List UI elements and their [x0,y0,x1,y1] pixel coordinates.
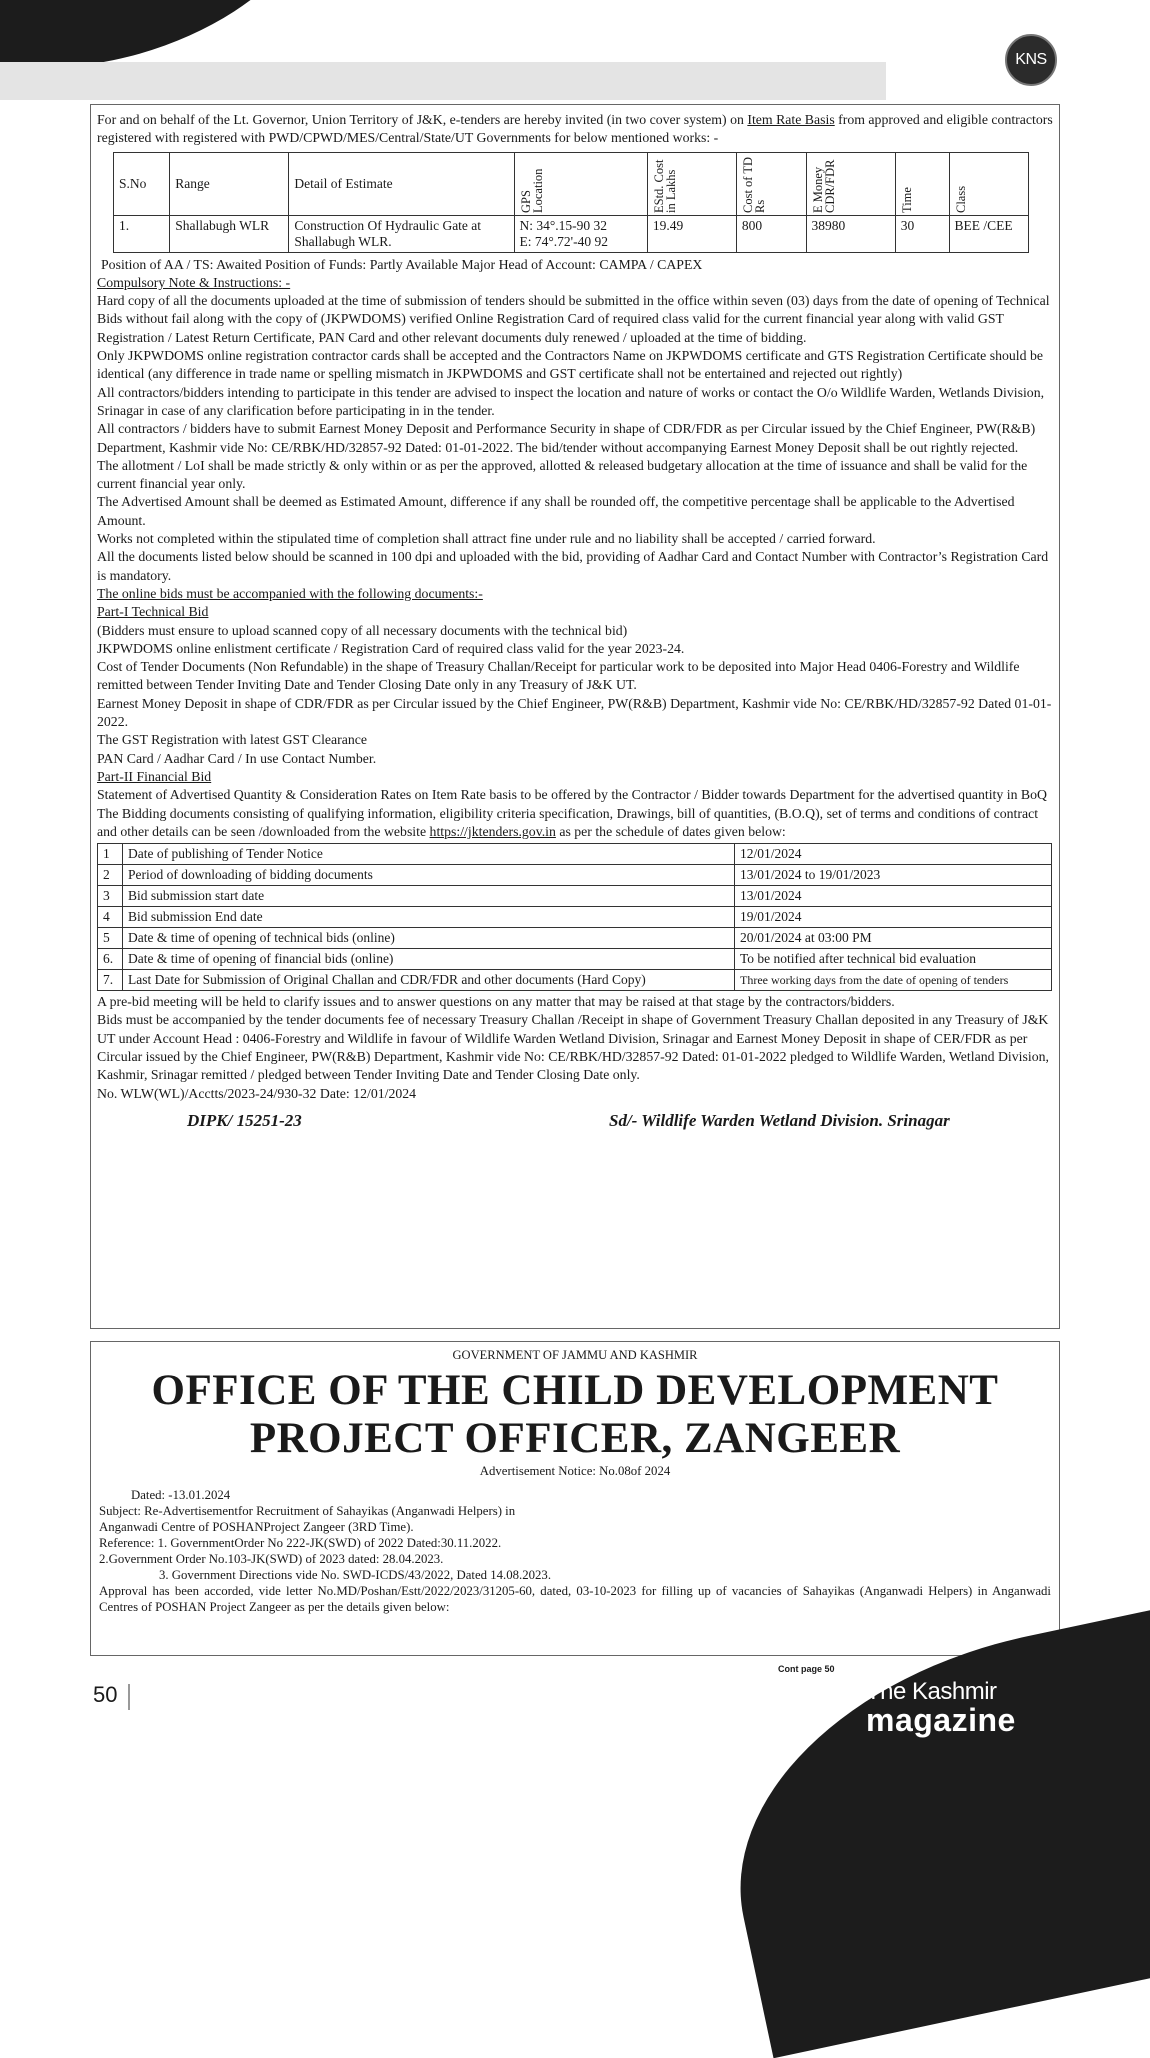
prebid-paragraph: A pre-bid meeting will be held to clarify issues and to answer questions on any matter that may be raised at that stage by the contractors/bidders. [97,994,895,1010]
signature: Sd/- Wildlife Warden Wetland Division. Srinagar [609,1110,950,1130]
continued-page-note: Cont page 50 [778,1664,835,1674]
advertisement-notice: Advertisement Notice: No.08of 2024 [479,1464,671,1478]
table-row: 5 Date & time of opening of technical bids (online) 20/01/2024 at 03:00 PM [98,928,1052,949]
instruction-paragraph: Works not completed within the stipulated time of completion shall attract fine under rule and no liability shall be accepted / carried forward. [97,531,876,547]
kns-logo: KNS [1005,34,1057,86]
instruction-paragraph: The allotment / LoI shall be made strictly & only within or as per the approved, allotted & released budgetary allocation at the time of issuance and shall be valid for the current financial year only. [97,457,1028,492]
header-sno: S.No [114,152,170,215]
reference-line: Reference: 1. GovernmentOrder No 222-JK(SWD) of 2022 Dated:30.11.2022. [99,1536,502,1550]
cell-sno: 1. [114,215,170,252]
header-band [0,62,886,100]
reference-line: 3. Government Directions vide No. SWD-ICDS/43/2022, Dated 14.08.2023. [159,1568,552,1582]
office-title-line1: OFFICE OF THE CHILD DEVELOPMENT [151,1367,999,1414]
table-row: 2 Period of downloading of bidding documents 13/01/2024 to 19/01/2023 [98,865,1052,886]
instruction-paragraph: The Advertised Amount shall be deemed as Estimated Amount, difference if any shall be rounded off, the competitive percentage shall be applicable to the Advertised Amount. [97,494,1015,528]
cell-td: 800 [736,215,806,252]
header-emoney: E Money CDR/FDR [806,152,895,215]
page-number-divider [128,1684,130,1710]
header-time: Time [895,152,949,215]
office-title-line2: PROJECT OFFICER, ZANGEER [249,1415,901,1462]
instruction-paragraph: All contractors/bidders intending to participate in this tender are advised to inspect the location and nature of works or contact the O/o Wildlife Warden, Wetlands Division, Srinagar in case of any clarification before participating in in the tender. [97,384,1045,418]
cell-gps: N: 34°.15-90 32 E: 74°.72'-40 92 [514,215,647,252]
works-table-header [114,152,1029,215]
table-row: 7. Last Date for Submission of Original Challan and CDR/FDR and other documents (Hard Copy) Three working days from the date of opening of tenders [98,970,1052,991]
part1-item: The GST Registration with latest GST Clearance [97,732,368,748]
part1-item: Earnest Money Deposit in shape of CDR/FDR as per Circular issued by the Chief Engineer, PW(R&B) Department, Kashmir vide No: CE/RBK/HD/32857-92 Dated 01-01-2022. [97,695,1052,730]
header-gps: GPS Location [514,152,647,215]
subject-line: Subject: Re-Advertisementfor Recruitment of Sahayikas (Anganwadi Helpers) in [99,1504,516,1518]
part2-text: Statement of Advertised Quantity & Consideration Rates on Item Rate basis to be offered by the Contractor / Bidder towards Department for the advertised quantity in BoQ [97,787,1047,803]
cell-class: BEE /CEE [949,215,1028,252]
documents-heading: The online bids must be accompanied with the following documents:- [97,585,483,601]
cell-emoney: 38980 [806,215,895,252]
intro-paragraph: For and on behalf of the Lt. Governor, Union Territory of J&K, e-tenders are hereby invited (in two cover system) on Item Rate Basis from approved and eligible contractors registered with registered with PWD/CPWD/MES/Central/State/UT Governments for below mentioned works: - [97,112,1053,146]
cell-time: 30 [895,215,949,252]
bids-fee-paragraph: Bids must be accompanied by the tender documents fee of necessary Treasury Challan /Receipt in shape of Government Treasury Challan deposited in any Treasury of J&K UT under Account Head : 0406-Forestry and Wildlife in favour of Wildlife Warden Wetland Division, Srinagar and Earnest Money Deposit in shape of CER/FDR as per Circular issued by the Chief Engineer, PW(R&B) Department, Kashmir vide No: CE/RBK/HD/32857-92 Dated: 01-01-2022 pledged to Wildlife Warden, Wetland Division, Kashmir, Srinagar remitted / pledged between Tender Inviting Date and Tender Closing Date only. [97,1012,1049,1083]
instruction-paragraph: All the documents listed below should be scanned in 100 dpi and uploaded with the bid, providing of Aadhar Card and Contact Number with Contractor’s Registration Card is mandatory. [97,549,1049,583]
part1-item: PAN Card / Aadhar Card / In use Contact Number. [97,750,377,766]
schedule-table [97,843,1052,991]
reference-number: No. WLW(WL)/Acctts/2023-24/930-32 Date: 12/01/2024 [97,1085,417,1101]
subject-line: Anganwadi Centre of POSHANProject Zangeer (3RD Time). [99,1520,414,1534]
part1-heading: Part-I Technical Bid [97,604,209,620]
government-heading: GOVERNMENT OF JAMMU AND KASHMIR [452,1348,698,1362]
reference-line: 2.Government Order No.103-JK(SWD) of 2023 dated: 28.04.2023. [99,1552,444,1566]
instruction-paragraph: Only JKPWDOMS online registration contractor cards shall be accepted and the Contractors Name on JKPWDOMS certificate and GTS Registration Certificate should be identical (any difference in trade name or spelling mismatch in JKPWDOMS and GST certificate shall not be entertained and rejected out rightly) [97,348,1043,382]
table-row: 1 Date of publishing of Tender Notice 12/01/2024 [98,844,1052,865]
position-line: Position of AA / TS: Awaited Position of Funds: Partly Available Major Head of Account: CAMPA / CAPEX [101,256,703,272]
notice-date: Dated: -13.01.2024 [131,1488,231,1502]
instruction-paragraph: Hard copy of all the documents uploaded at the time of submission of tenders should be submitted in the office within seven (03) days from the date of opening of Technical Bids without fail along with the copy of (JKPWDOMS) verified Online Registration Card of required class valid for the current financial year along with valid GST Registration / Latest Return Certificate, PAN Card and other relevant documents duly renewed / uploaded at the time of bidding. [97,293,1050,345]
header-range: Range [170,152,289,215]
cell-detail: Construction Of Hydraulic Gate at Shallabugh WLR. [289,215,514,252]
table-row: 6. Date & time of opening of financial bids (online) To be notified after technical bid evaluation [98,949,1052,970]
cell-range: Shallabugh WLR [170,215,289,252]
dipk-number: DIPK/ 15251-23 [187,1110,302,1130]
works-table [113,152,1029,253]
part2-heading: Part-II Financial Bid [97,768,212,784]
header-cost: EStd. Cost in Lakhs [647,152,736,215]
instruction-paragraph: All contractors / bidders have to submit Earnest Money Deposit and Performance Security in shape of CDR/FDR as per Circular issued by the Chief Engineer, PW(R&B) Department, Kashmir vide No: CE/RBK/HD/32857-92 Dated: 01-01-2022. The bid/tender without accompanying Earnest Money Deposit shall be out rightly rejected. [97,421,1036,455]
tender-notice [90,104,1060,1329]
decorative-corner-bottom-right [699,1590,1150,2058]
header-detail: Detail of Estimate [289,152,514,215]
signature-row [97,1109,1053,1135]
page-number: 50 [93,1682,118,1707]
part1-item: Cost of Tender Documents (Non Refundable) in the shape of Treasury Challan/Receipt for particular work to be deposited into Major Head 0406-Forestry and Wildlife remitted between Tender Inviting Date and Tender Closing Date only in any Treasury of J&K UT. [97,659,1020,693]
compulsory-heading: Compulsory Note & Instructions: - [97,274,291,290]
header-class: Class [949,152,1028,215]
approval-paragraph: Approval has been accorded, vide letter No.MD/Poshan/Estt/2022/2023/31205-60, dated, 03-10-2023 for filling up of vacancies of Sahayikas (Anganwadi Helpers) in Anganwadi Centres of POSHAN Project Zangeer as per the details given below: [99,1584,1051,1614]
cell-cost: 19.49 [647,215,736,252]
tenders-website-link[interactable]: https://jktenders.gov.in [429,823,556,839]
header-td: Cost of TD Rs [736,152,806,215]
table-row [114,215,1029,252]
table-row: 3 Bid submission start date 13/01/2024 [98,886,1052,907]
magazine-logo: The Kashmir magazine [866,1678,1016,1738]
cdpo-notice [90,1341,1060,1656]
part1-item: (Bidders must ensure to upload scanned copy of all necessary documents with the technical bid) [97,622,628,638]
table-row: 4 Bid submission End date 19/01/2024 [98,907,1052,928]
bidding-documents-paragraph: The Bidding documents consisting of qualifying information, eligibility criteria specification, Drawings, bill of quantities, (B.O.Q), set of terms and conditions of contract and other details can be seen /downloaded from the website https://jktenders.gov.in as per the schedule of dates given below: [97,805,1039,839]
part1-item: JKPWDOMS online enlistment certificate / Registration Card of required class valid for the year 2023-24. [97,640,685,656]
